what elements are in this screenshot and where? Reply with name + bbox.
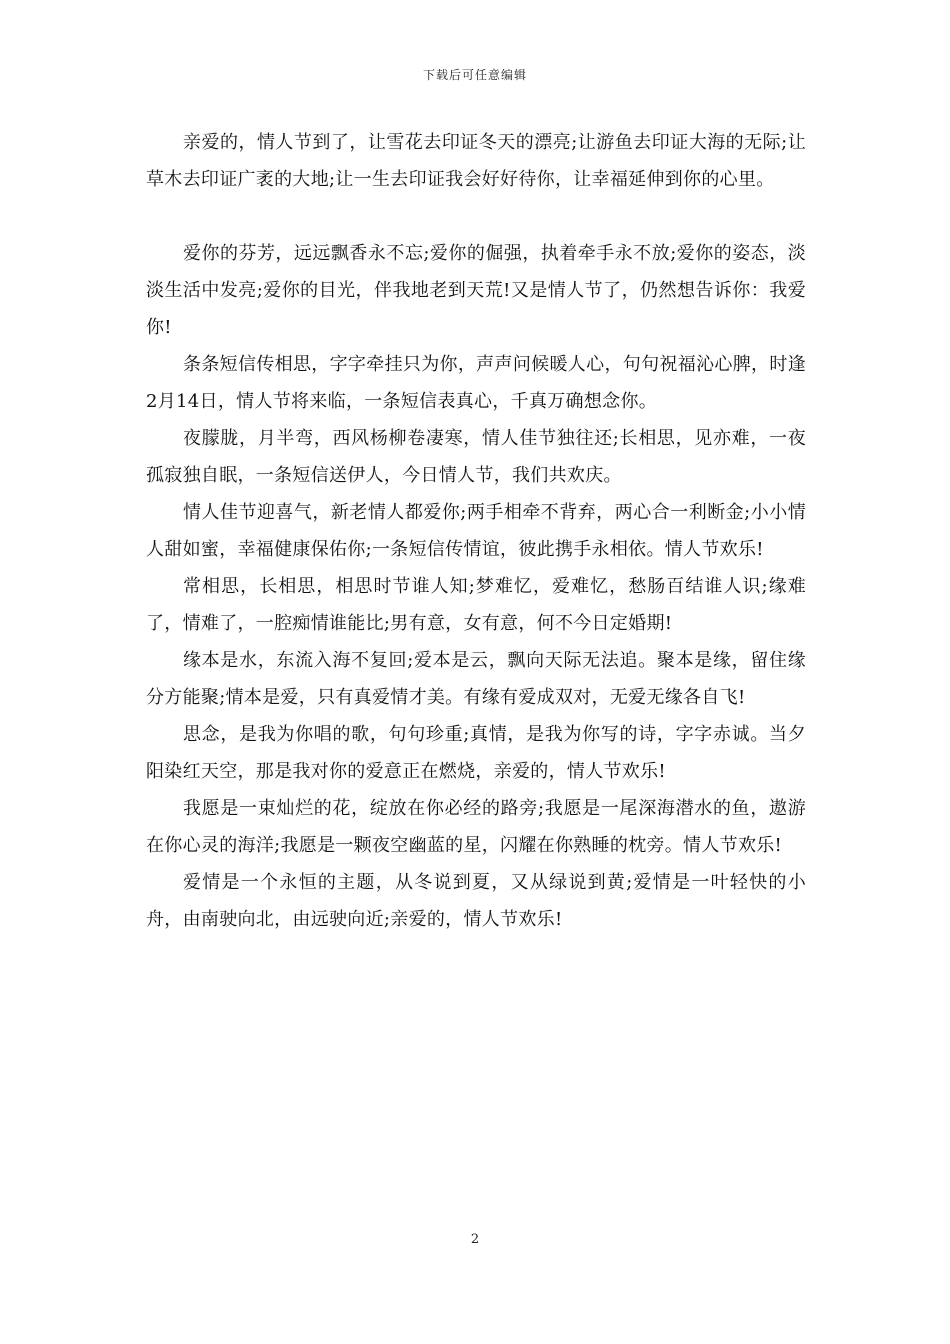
paragraph: 情人佳节迎喜气，新老情人都爱你;两手相牵不背弃，两心合一利断金;小小情人甜如蜜，幸福健康保佑你;一条短信传情谊，彼此携手永相依。情人节欢乐! xyxy=(146,502,806,560)
paragraph: 亲爱的，情人节到了，让雪花去印证冬天的漂亮;让游鱼去印证大海的无际;让草木去印证广袤的大地;让一生去印证我会好好待你，让幸福延伸到你的心里。 xyxy=(146,132,806,190)
page-header: 下载后可任意编辑 xyxy=(422,68,527,82)
paragraph: 我愿是一束灿烂的花，绽放在你必经的路旁;我愿是一尾深海潜水的鱼，遨游在你心灵的海洋;我愿是一颗夜空幽蓝的星，闪耀在你熟睡的枕旁。情人节欢乐! xyxy=(146,798,806,856)
paragraph: 常相思，长相思，相思时节谁人知;梦难忆，爱难忆，愁肠百结谁人识;缘难了，情难了，一腔痴情谁能比;男有意，女有意，何不今日定婚期! xyxy=(146,576,806,634)
paragraph: 缘本是水，东流入海不复回;爱本是云，飘向天际无法追。聚本是缘，留住缘分方能聚;情本是爱，只有真爱情才美。有缘有爱成双对，无爱无缘各自飞! xyxy=(146,650,806,708)
paragraph: 爱情是一个永恒的主题，从冬说到夏，又从绿说到黄;爱情是一叶轻快的小舟，由南驶向北，由远驶向近;亲爱的，情人节欢乐! xyxy=(146,872,806,930)
page-number: 2 xyxy=(470,1232,480,1247)
paragraph: 思念，是我为你唱的歌，句句珍重;真情，是我为你写的诗，字字赤诚。当夕阳染红天空，那是我对你的爱意正在燃烧，亲爱的，情人节欢乐! xyxy=(146,724,806,782)
paragraph: 爱你的芬芳，远远飘香永不忘;爱你的倔强，执着牵手永不放;爱你的姿态，淡淡生活中发亮;爱你的目光，伴我地老到天荒!又是情人节了，仍然想告诉你：我爱你! xyxy=(146,243,806,338)
paragraph: 条条短信传相思，字字牵挂只为你，声声问候暖人心，句句祝福沁心脾，时逢2月14日，情人节将来临，一条短信表真心，千真万确想念你。 xyxy=(146,354,806,412)
paragraph: 夜朦胧，月半弯，西风杨柳卷凄寒，情人佳节独往还;长相思，见亦难，一夜孤寂独自眠，一条短信送伊人，今日情人节，我们共欢庆。 xyxy=(146,428,806,486)
document-body xyxy=(146,124,806,938)
